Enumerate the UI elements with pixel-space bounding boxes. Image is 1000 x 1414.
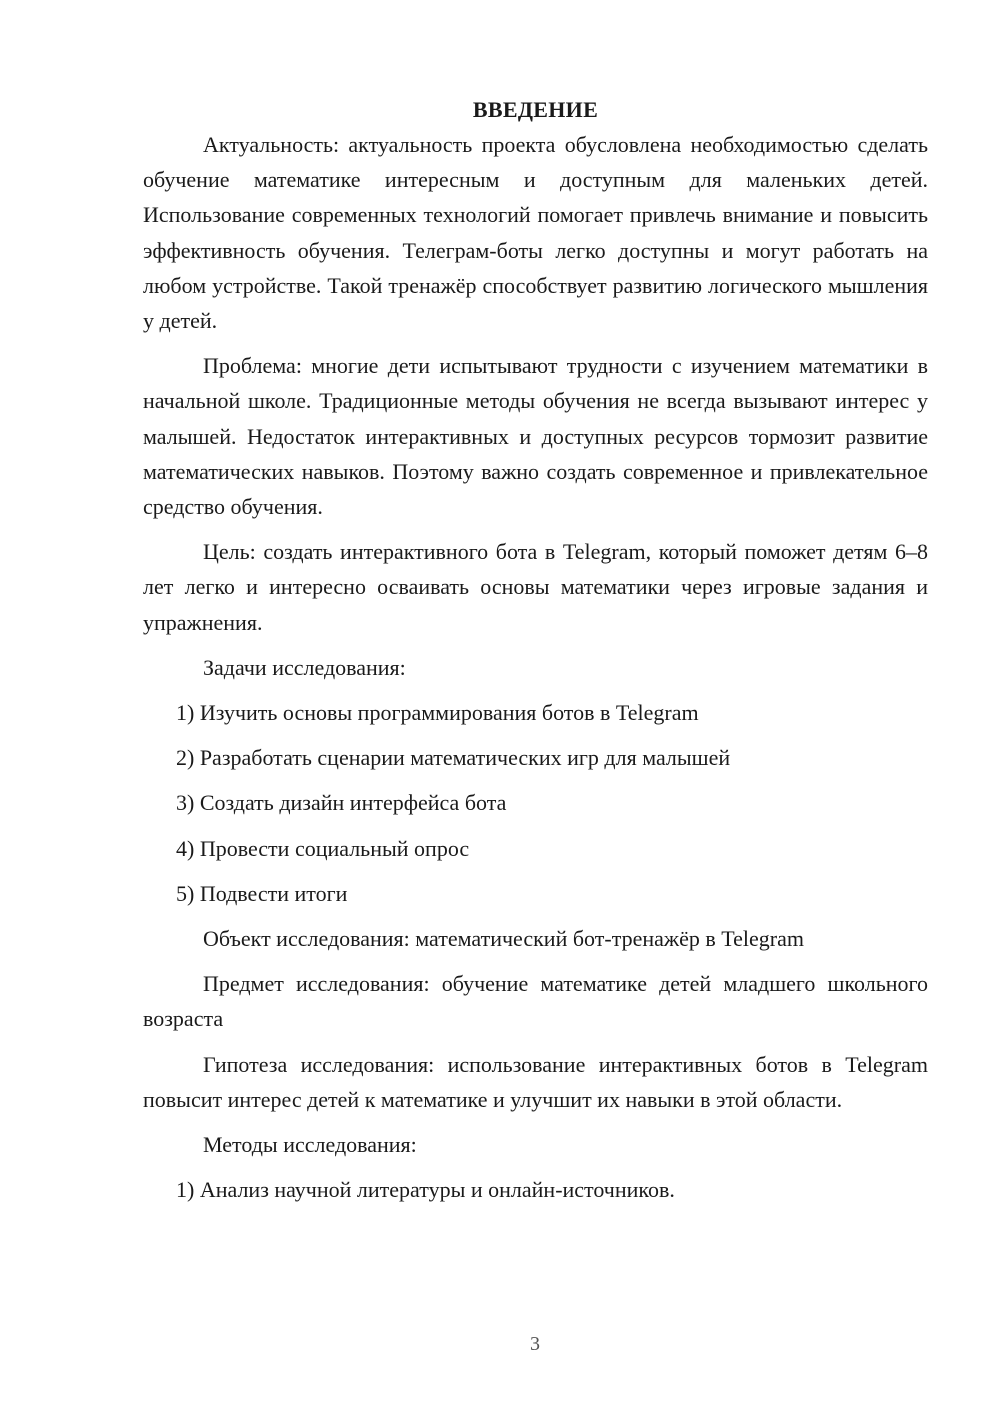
tasks-title: Задачи исследования: (203, 654, 406, 680)
task-item-5: 5) Подвести итоги (176, 880, 348, 906)
relevance-paragraph: Актуальность: актуальность проекта обусловлена необходимостью сделать обучение математике интересным и доступным для маленьких детей. Использование современных технологий помогает привлечь внимание и повысить эффективность обучения. Телеграм-боты легко доступны и могут работать на любом устройстве. Такой тренажёр способствует развитию логического мышления у детей. (143, 132, 928, 334)
task-item-3: 3) Создать дизайн интерфейса бота (176, 790, 507, 816)
subject-paragraph: Предмет исследования: обучение математике детей младшего школьного возраста (143, 971, 928, 1032)
page-number: 3 (530, 1333, 540, 1355)
goal-paragraph: Цель: создать интерактивного бота в Telegram, который поможет детям 6–8 лет легко и интересно осваивать основы математики через игровые задания и упражнения. (143, 539, 928, 635)
page-content (143, 92, 928, 1217)
task-item-2: 2) Разработать сценарии математических игр для малышей (176, 745, 731, 771)
problem-paragraph: Проблема: многие дети испытывают трудности с изучением математики в начальной школе. Традиционные методы обучения не всегда вызывают интерес у малышей. Недостаток интерактивных и доступных ресурсов тормозит развитие математических навыков. Поэтому важно создать современное и привлекательное средство обучения. (143, 353, 928, 520)
task-item-1: 1) Изучить основы программирования ботов в Telegram (176, 700, 699, 726)
object-paragraph: Объект исследования: математический бот-тренажёр в Telegram (203, 926, 804, 952)
method-item-1: 1) Анализ научной литературы и онлайн-источников. (176, 1177, 675, 1203)
hypothesis-paragraph: Гипотеза исследования: использование интерактивных ботов в Telegram повысит интерес детей к математике и улучшит их навыки в этой области. (143, 1051, 928, 1112)
section-heading: ВВЕДЕНИЕ (472, 97, 599, 122)
task-item-4: 4) Провести социальный опрос (176, 835, 470, 861)
methods-title: Методы исследования: (203, 1132, 417, 1158)
